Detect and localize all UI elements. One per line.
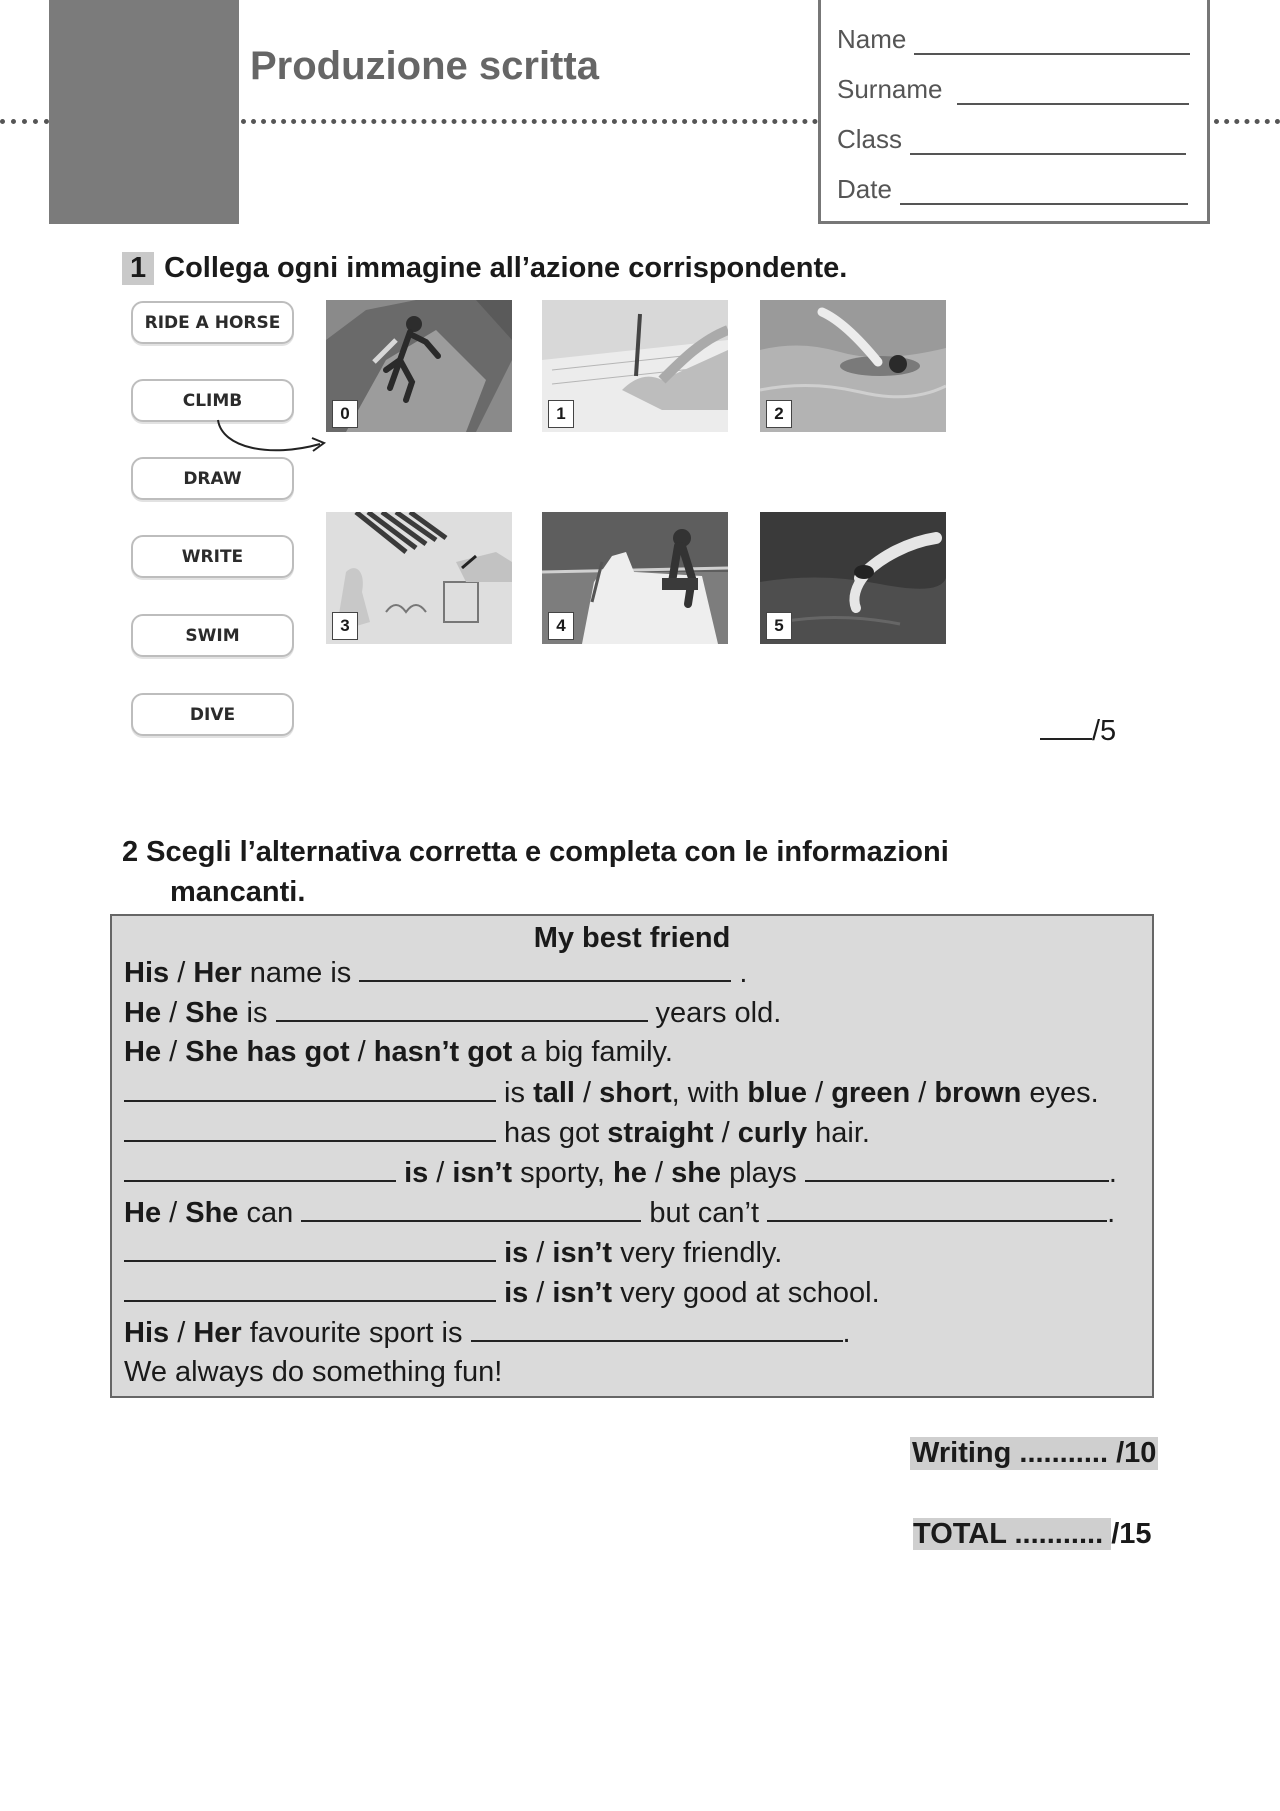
class-label: Class bbox=[837, 124, 903, 154]
choice-green[interactable]: green bbox=[831, 1077, 911, 1109]
text-fragment: hair. bbox=[807, 1117, 870, 1149]
choice-his[interactable]: His bbox=[124, 957, 170, 989]
photo-number-0: 0 bbox=[332, 400, 358, 428]
choice-curly[interactable]: curly bbox=[737, 1117, 808, 1149]
friend-line-name bbox=[124, 956, 747, 990]
exercise-1-score-max: /5 bbox=[1092, 715, 1117, 747]
exercise-2-instruction-line-1: 2 Scegli l’alternativa corretta e completa con le informazioni bbox=[122, 836, 949, 868]
choice-is[interactable]: is bbox=[504, 1237, 529, 1269]
choice-she[interactable]: she bbox=[671, 1157, 722, 1189]
blank-favourite-sport[interactable] bbox=[471, 1316, 843, 1342]
text-fragment: . bbox=[842, 1317, 851, 1349]
choice-blue[interactable]: blue bbox=[747, 1077, 808, 1109]
separator: / bbox=[428, 1157, 453, 1189]
blank-name[interactable] bbox=[359, 956, 731, 982]
choice-he[interactable]: he bbox=[613, 1157, 647, 1189]
text-fragment: . bbox=[731, 957, 748, 989]
friend-line-school bbox=[124, 1276, 880, 1310]
word-box-swim[interactable]: SWIM bbox=[131, 614, 294, 657]
class-line[interactable] bbox=[910, 131, 1186, 155]
name-line[interactable] bbox=[914, 31, 1190, 55]
photo-number-2: 2 bbox=[766, 400, 792, 428]
choice-short[interactable]: short bbox=[599, 1077, 672, 1109]
blank-subject[interactable] bbox=[124, 1156, 396, 1182]
exercise-1-score bbox=[1040, 715, 1116, 748]
text-fragment: eyes. bbox=[1021, 1077, 1099, 1109]
choice-isnt[interactable]: isn’t bbox=[552, 1277, 613, 1309]
friend-line-sporty bbox=[124, 1156, 1117, 1190]
separator: / bbox=[646, 1157, 672, 1189]
exercise-1-instruction: Collega ogni immagine all’azione corrispondente. bbox=[164, 252, 848, 284]
exercise-2-instruction-line-2: mancanti. bbox=[170, 876, 306, 908]
text-fragment: name is bbox=[241, 957, 360, 989]
surname-field[interactable] bbox=[837, 74, 1189, 105]
surname-line[interactable] bbox=[957, 81, 1189, 105]
horse-riding-photo[interactable] bbox=[542, 512, 728, 644]
friend-line-closing bbox=[124, 1356, 502, 1389]
swimming-photo[interactable] bbox=[760, 300, 946, 432]
total-label: TOTAL ........... bbox=[913, 1518, 1112, 1550]
dotted-divider-middle bbox=[241, 119, 818, 124]
separator: / bbox=[528, 1277, 553, 1309]
blank-subject[interactable] bbox=[124, 1076, 496, 1102]
text-fragment: has got bbox=[496, 1117, 608, 1149]
header-grey-tab bbox=[49, 0, 239, 224]
dotted-divider-left bbox=[0, 119, 49, 124]
separator bbox=[496, 1277, 504, 1309]
text-fragment: , with bbox=[671, 1077, 748, 1109]
choice-he[interactable]: He bbox=[124, 997, 162, 1029]
choice-her[interactable]: Her bbox=[193, 1317, 242, 1349]
friend-line-favourite-sport bbox=[124, 1316, 851, 1350]
class-field[interactable] bbox=[837, 124, 1186, 155]
friend-line-hair bbox=[124, 1116, 870, 1150]
friend-line-abilities bbox=[124, 1196, 1115, 1230]
photo-number-1: 1 bbox=[548, 400, 574, 428]
word-box-dive[interactable]: DIVE bbox=[131, 693, 294, 736]
drawing-photo[interactable] bbox=[326, 512, 512, 644]
exercise-1-title bbox=[122, 252, 847, 285]
blank-subject[interactable] bbox=[124, 1236, 496, 1262]
text-fragment: can bbox=[238, 1197, 302, 1229]
text-fragment: We always do something fun! bbox=[124, 1356, 503, 1388]
blank-age[interactable] bbox=[276, 996, 648, 1022]
choice-hasnt-got[interactable]: hasn’t got bbox=[373, 1036, 513, 1068]
text-fragment: but can’t bbox=[641, 1197, 768, 1229]
choice-is[interactable]: is bbox=[404, 1157, 429, 1189]
word-box-draw[interactable]: DRAW bbox=[131, 457, 294, 500]
exercise-1-score-blank[interactable] bbox=[1040, 716, 1092, 740]
choice-isnt[interactable]: isn’t bbox=[452, 1157, 513, 1189]
separator: / bbox=[910, 1077, 935, 1109]
text-fragment: plays bbox=[721, 1157, 805, 1189]
exercise-2-title bbox=[122, 832, 1022, 912]
word-box-ride-a-horse[interactable]: RIDE A HORSE bbox=[131, 301, 294, 344]
friend-line-appearance bbox=[124, 1076, 1099, 1110]
separator: / bbox=[574, 1077, 600, 1109]
name-field[interactable] bbox=[837, 24, 1190, 55]
separator: / bbox=[161, 1036, 186, 1068]
choice-is[interactable]: is bbox=[504, 1277, 529, 1309]
separator: / bbox=[161, 997, 186, 1029]
text-fragment: . bbox=[1107, 1197, 1116, 1229]
writing-photo[interactable] bbox=[542, 300, 728, 432]
separator bbox=[396, 1157, 404, 1189]
total-value: /15 bbox=[1111, 1518, 1152, 1550]
separator: / bbox=[169, 1317, 194, 1349]
text-fragment: sporty, bbox=[512, 1157, 614, 1189]
friend-line-family bbox=[124, 1036, 673, 1069]
choice-she[interactable]: She bbox=[185, 997, 239, 1029]
photo-number-5: 5 bbox=[766, 612, 792, 640]
date-label: Date bbox=[837, 174, 892, 204]
choice-his[interactable]: His bbox=[124, 1317, 170, 1349]
separator: / bbox=[807, 1077, 832, 1109]
choice-he[interactable]: He bbox=[124, 1197, 162, 1229]
choice-isnt[interactable]: isn’t bbox=[552, 1237, 613, 1269]
climbing-photo[interactable] bbox=[326, 300, 512, 432]
separator: / bbox=[713, 1117, 738, 1149]
word-box-climb[interactable]: CLIMB bbox=[131, 379, 294, 422]
blank-cant[interactable] bbox=[767, 1196, 1107, 1222]
text-fragment: very friendly. bbox=[612, 1237, 783, 1269]
separator: / bbox=[349, 1036, 374, 1068]
photo-number-3: 3 bbox=[332, 612, 358, 640]
blank-subject[interactable] bbox=[124, 1116, 496, 1142]
choice-straight[interactable]: straight bbox=[607, 1117, 714, 1149]
blank-sport-played[interactable] bbox=[805, 1156, 1109, 1182]
blank-subject[interactable] bbox=[124, 1276, 496, 1302]
text-fragment: . bbox=[1108, 1157, 1117, 1189]
dotted-divider-right bbox=[1214, 119, 1280, 124]
word-box-write[interactable]: WRITE bbox=[131, 535, 294, 578]
separator: / bbox=[528, 1237, 553, 1269]
writing-score: Writing ........... /10 bbox=[912, 1437, 1157, 1469]
my-best-friend-box bbox=[110, 914, 1154, 1398]
name-label: Name bbox=[837, 24, 907, 54]
page-title: Produzione scritta bbox=[250, 44, 599, 88]
text-fragment: very good at school. bbox=[612, 1277, 880, 1309]
surname-label: Surname bbox=[837, 74, 943, 104]
student-info-box bbox=[818, 0, 1210, 224]
text-fragment: favourite sport is bbox=[241, 1317, 471, 1349]
friend-line-age bbox=[124, 996, 781, 1030]
choice-he[interactable]: He bbox=[124, 1036, 162, 1068]
choice-she-has-got[interactable]: She has got bbox=[185, 1036, 350, 1068]
separator: / bbox=[169, 957, 194, 989]
text-fragment: is bbox=[238, 997, 276, 1029]
text-fragment: years old. bbox=[647, 997, 782, 1029]
photo-number-4: 4 bbox=[548, 612, 574, 640]
text-fragment: is bbox=[496, 1077, 534, 1109]
choice-tall[interactable]: tall bbox=[533, 1077, 575, 1109]
exercise-1-number: 1 bbox=[122, 252, 154, 285]
date-field[interactable] bbox=[837, 174, 1188, 205]
total-score bbox=[913, 1518, 1152, 1551]
text-fragment: a big family. bbox=[512, 1036, 673, 1068]
date-line[interactable] bbox=[900, 181, 1188, 205]
separator bbox=[496, 1237, 504, 1269]
blank-can[interactable] bbox=[301, 1196, 641, 1222]
choice-she[interactable]: She bbox=[185, 1197, 239, 1229]
my-best-friend-title: My best friend bbox=[533, 922, 731, 954]
friend-line-friendly bbox=[124, 1236, 782, 1270]
choice-her[interactable]: Her bbox=[193, 957, 242, 989]
diving-photo[interactable] bbox=[760, 512, 946, 644]
choice-brown[interactable]: brown bbox=[934, 1077, 1022, 1109]
separator: / bbox=[161, 1197, 186, 1229]
example-arrow-icon bbox=[210, 418, 330, 460]
